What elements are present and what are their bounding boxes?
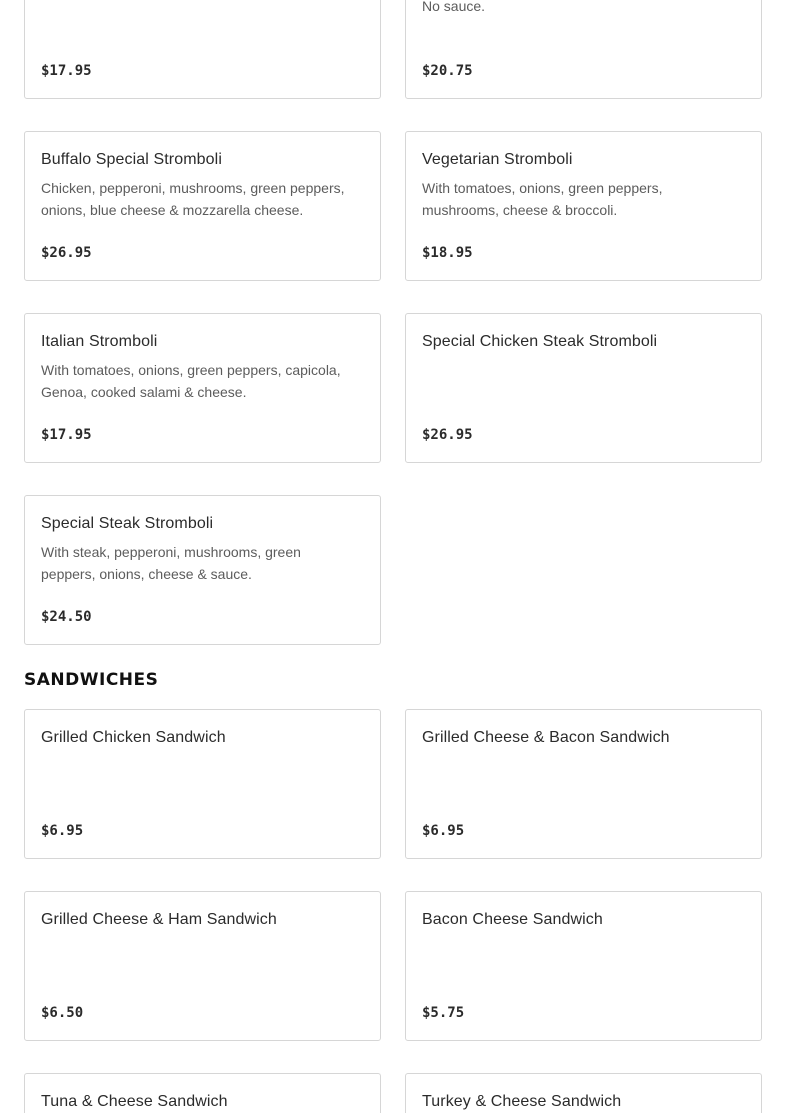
menu-item-card[interactable] (24, 0, 381, 99)
menu-item-description: With tomatoes, onions, green peppers, mushrooms, cheese & broccoli. (422, 180, 663, 218)
menu-item-card[interactable] (24, 131, 381, 281)
menu-item-price: $24.50 (41, 609, 92, 625)
menu-item-description: With steak, pepperoni, mushrooms, green peppers, onions, cheese & sauce. (41, 544, 301, 582)
menu-item-name: Italian Stromboli (41, 333, 158, 350)
menu-item-card[interactable] (405, 891, 762, 1041)
menu-item-description: Chicken, pepperoni, mushrooms, green peppers, onions, blue cheese & mozzarella cheese. (41, 180, 345, 218)
menu-item-price: $26.95 (422, 427, 473, 443)
menu-item-price: $18.95 (422, 245, 473, 261)
menu-item-name: Grilled Cheese & Bacon Sandwich (422, 729, 670, 746)
menu-item-name: Grilled Cheese & Ham Sandwich (41, 911, 277, 928)
menu-item-name: Tuna & Cheese Sandwich (41, 1093, 228, 1110)
menu-item-description: With tomatoes, onions, green peppers, capicola, Genoa, cooked salami & cheese. (41, 362, 341, 400)
menu-item-price: $20.75 (422, 63, 473, 79)
menu-item-price: $6.50 (41, 1005, 84, 1021)
menu-item-name: Turkey & Cheese Sandwich (422, 1093, 622, 1110)
menu-item-name: Grilled Chicken Sandwich (41, 729, 226, 746)
menu-item-name: Special Steak Stromboli (41, 515, 214, 532)
menu-item-card[interactable] (24, 709, 381, 859)
menu-item-card[interactable] (405, 131, 762, 281)
section-title-sandwiches: SANDWICHES (24, 670, 159, 690)
menu-item-price: $26.95 (41, 245, 92, 261)
menu-item-price: $5.75 (422, 1005, 465, 1021)
menu-item-card[interactable] (24, 313, 381, 463)
menu-item-card[interactable] (24, 891, 381, 1041)
menu-item-price: $17.95 (41, 427, 92, 443)
menu-item-description: No sauce. (422, 0, 486, 14)
menu-item-name: Bacon Cheese Sandwich (422, 911, 603, 928)
menu-item-card[interactable] (24, 495, 381, 645)
menu-item-card[interactable] (405, 0, 762, 99)
menu-item-name: Buffalo Special Stromboli (41, 151, 222, 168)
menu-item-price: $6.95 (41, 823, 84, 839)
menu-item-name: Special Chicken Steak Stromboli (422, 333, 658, 350)
menu-item-name: Vegetarian Stromboli (422, 151, 573, 168)
menu-item-card[interactable] (405, 313, 762, 463)
menu-item-card[interactable] (405, 1073, 762, 1113)
menu-item-card[interactable] (24, 1073, 381, 1113)
menu-item-price: $6.95 (422, 823, 465, 839)
menu-item-price: $17.95 (41, 63, 92, 79)
menu-item-card[interactable] (405, 709, 762, 859)
